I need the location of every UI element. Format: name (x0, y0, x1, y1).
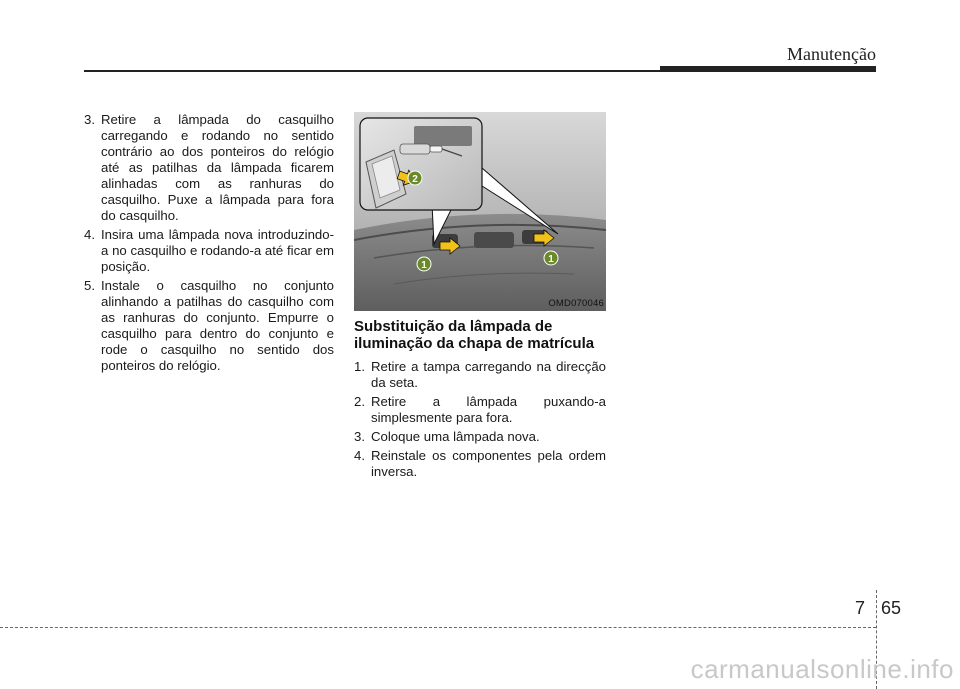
removal-steps-list (84, 112, 334, 374)
left-column (84, 112, 334, 377)
header-rule-thin (84, 70, 660, 72)
step-number: 2. (354, 394, 365, 409)
section-heading: Substituição da lâmpada de iluminação da chapa de matrícula (354, 318, 595, 352)
svg-text:1: 1 (421, 260, 427, 271)
bulb (430, 146, 442, 152)
lamp-illustration (354, 112, 606, 311)
step-text: Instale o casquilho no conjunto alinhando a patilhas do casquilho com as ranhuras do conjunto. Empurre o casquilho para dentro do conjunto e rode o casquilho no sentido dos ponteiros do relógio. (101, 278, 334, 373)
step-text: Retire a lâmpada puxando-a simplesmente para fora. (371, 394, 606, 425)
step-text: Reinstale os componentes pela ordem inversa. (371, 448, 606, 479)
callout-badge-1-left (417, 257, 431, 271)
step-item (354, 359, 606, 391)
replacement-steps-list (354, 359, 606, 480)
step-item (354, 448, 606, 480)
license-plate-lamp-figure (354, 112, 606, 311)
step-item (354, 429, 606, 445)
step-item (354, 394, 606, 426)
plate-recess (474, 232, 514, 248)
step-number: 4. (354, 448, 365, 463)
step-text: Retire a lâmpada do casquilho carregando e rodando no sentido contrário ao dos ponteiros do relógio até as patilhas da lâmpada ficarem alinhadas com as ranhuras do casquilho. Puxe a lâmpada para fora do casquilho. (101, 112, 334, 223)
step-number: 3. (84, 112, 95, 127)
step-number: 5. (84, 278, 95, 293)
step-text: Coloque uma lâmpada nova. (371, 429, 540, 444)
bumper-shape (354, 214, 606, 311)
footer-divider (0, 627, 876, 628)
step-item (84, 278, 334, 374)
chapter-number: 7 (855, 598, 866, 618)
right-column (354, 112, 606, 483)
step-number: 3. (354, 429, 365, 444)
step-number: 4. (84, 227, 95, 242)
callout-badge-2 (408, 171, 422, 185)
svg-text:1: 1 (548, 254, 554, 265)
step-number: 1. (354, 359, 365, 374)
figure-code: OMD070046 (548, 298, 604, 309)
section-title: Manutenção (787, 44, 876, 64)
step-text: Retire a tampa carregando na direcção da seta. (371, 359, 606, 390)
callout-badge-1-right (544, 251, 558, 265)
svg-text:2: 2 (412, 174, 418, 185)
step-text: Insira uma lâmpada nova introduzindo-a no casquilho e rodando-a até ficar em posição. (101, 227, 334, 274)
page-number: 65 (881, 598, 902, 618)
step-item (84, 112, 334, 224)
header-rule-thick (660, 66, 876, 72)
bulb-socket (400, 144, 430, 154)
step-item (84, 227, 334, 275)
watermark: carmanualsonline.info (690, 654, 954, 684)
